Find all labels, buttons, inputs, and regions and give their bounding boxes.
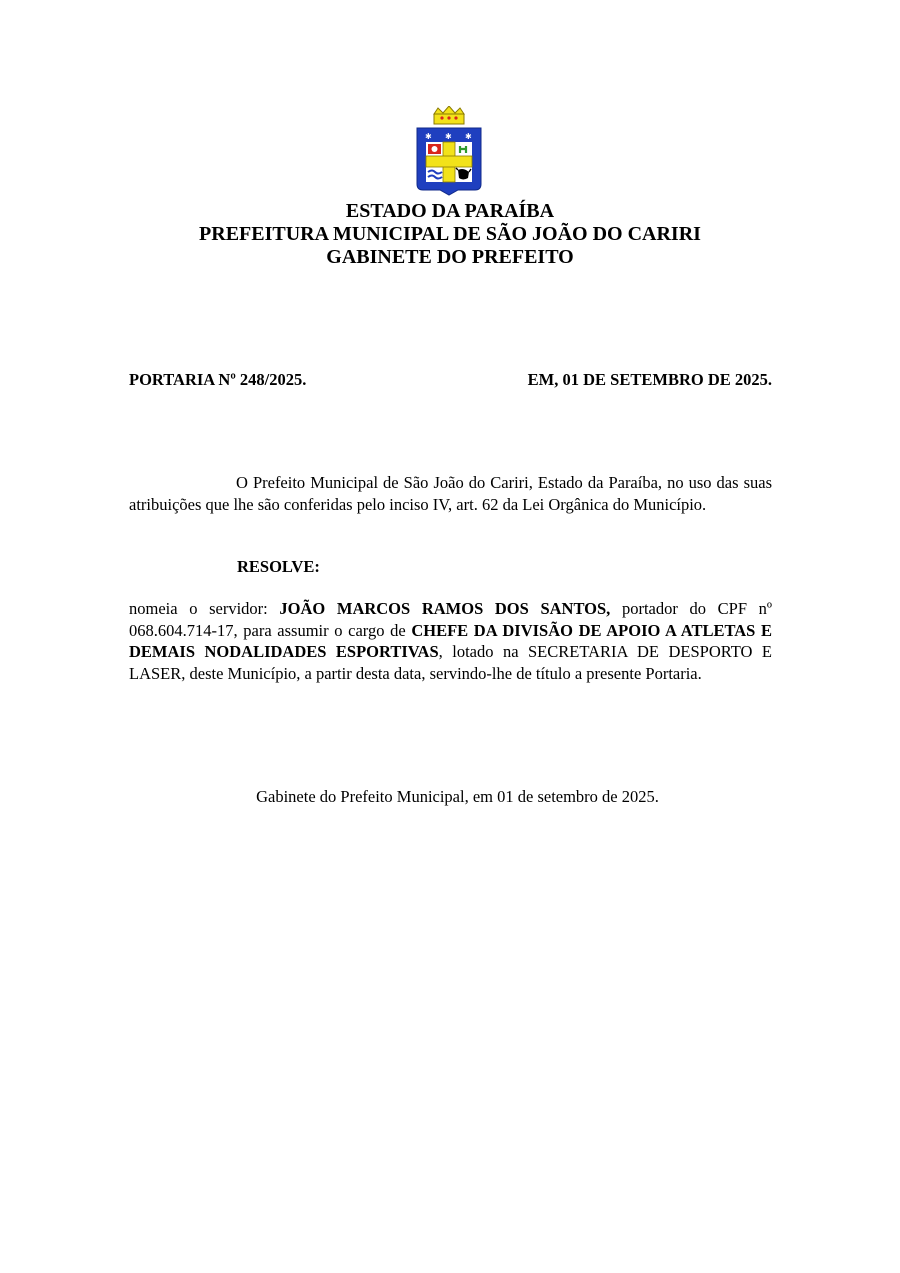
body-text-2: portador do CPF nº 068.604.714-17, para assumir o cargo de [129, 599, 772, 640]
body-text-3: , lotado na SECRETARIA DE DESPORTO E LASER, deste Município, a partir desta data, servindo-lhe de título a presente Portaria. [129, 642, 773, 683]
closing-line: Gabinete do Prefeito Municipal, em 01 de setembro de 2025. [256, 787, 659, 806]
body-text-1: nomeia o servidor: [129, 599, 280, 618]
portaria-date: EM, 01 DE SETEMBRO DE 2025. [527, 370, 772, 389]
header-office: GABINETE DO PREFEITO [326, 246, 574, 268]
appointee-name: JOÃO MARCOS RAMOS DOS SANTOS, [279, 599, 611, 618]
coat-of-arms-icon [414, 106, 484, 196]
body-paragraph [129, 598, 772, 684]
svg-text:✱: ✱ [445, 132, 452, 141]
svg-text:✱: ✱ [425, 132, 432, 141]
header-state: ESTADO DA PARAÍBA [345, 200, 555, 222]
document-header [0, 200, 900, 269]
resolve-heading: RESOLVE: [237, 557, 320, 576]
intro-paragraph: O Prefeito Municipal de São João do Cariri, Estado da Paraíba, no uso das suas atribuições que lhe são conferidas pelo inciso IV, art. 62 da Lei Orgânica do Município. [129, 473, 772, 514]
header-municipality: PREFEITURA MUNICIPAL DE SÃO JOÃO DO CARIRI [199, 223, 701, 245]
portaria-number: PORTARIA Nº 248/2025. [129, 370, 307, 389]
position-title: CHEFE DA DIVISÃO DE APOIO A ATLETAS E DEMAIS NODALIDADES ESPORTIVAS [129, 620, 772, 661]
svg-text:✱: ✱ [465, 132, 472, 141]
